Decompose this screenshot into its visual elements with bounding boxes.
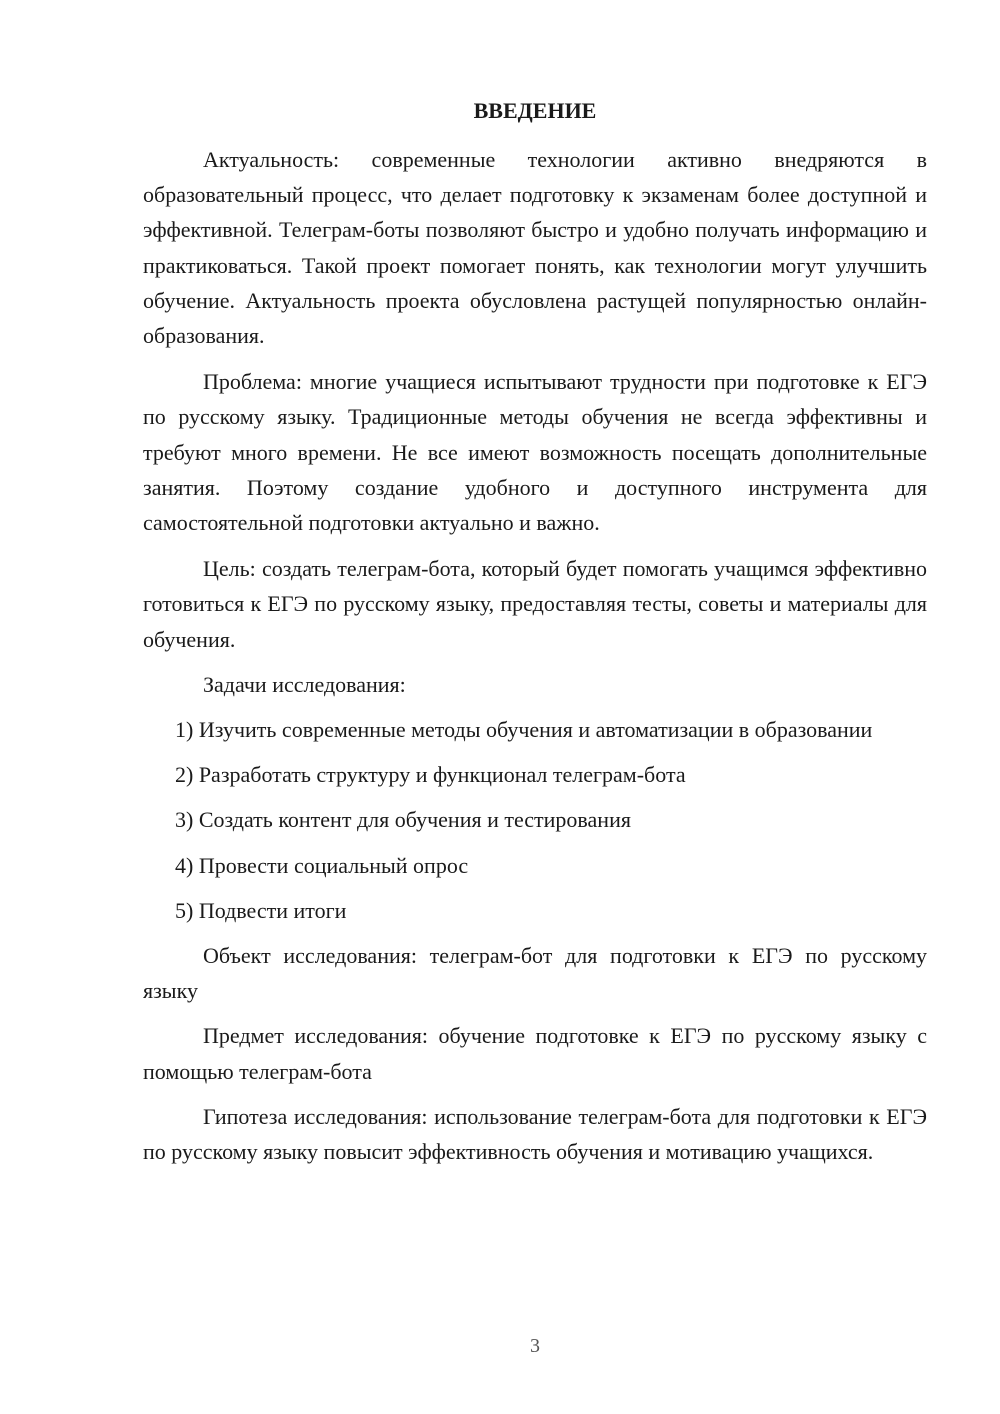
task-item: 5) Подвести итоги [175, 897, 347, 923]
document-page [143, 0, 927, 1414]
tasks-heading: Задачи исследования: [203, 671, 406, 697]
problem-paragraph: Проблема: многие учащиеся испытывают трудности при подготовке к ЕГЭ по русскому языку. Традиционные методы обучения не всегда эффективны и требуют много времени. Не все имеют возможность посещать дополнительные занятия. Поэтому создание удобного и доступного инструмента для самостоятельной подготовки актуально и важно. [143, 369, 927, 536]
relevance-paragraph: Актуальность: современные технологии активно внедряются в образовательный процесс, что делает подготовку к экзаменам более доступной и эффективной. Телеграм-боты позволяют быстро и удобно получать информацию и практиковаться. Такой проект помогает понять, как технологии могут улучшить обучение. Актуальность проекта обусловлена растущей популярностью онлайн-образования. [143, 147, 927, 349]
goal-paragraph: Цель: создать телеграм-бота, который будет помогать учащимся эффективно готовиться к ЕГЭ по русскому языку, предоставляя тесты, советы и материалы для обучения. [143, 556, 927, 652]
task-item: 2) Разработать структуру и функционал телеграм-бота [175, 762, 686, 788]
tasks-list [143, 712, 927, 928]
page-number: 3 [530, 1335, 540, 1357]
section-title: ВВЕДЕНИЕ [473, 98, 597, 123]
object-paragraph: Объект исследования: телеграм-бот для подготовки к ЕГЭ по русскому языку [143, 943, 927, 1004]
subject-paragraph: Предмет исследования: обучение подготовке к ЕГЭ по русскому языку с помощью телеграм-бота [143, 1023, 927, 1084]
document-body [143, 142, 927, 1169]
hypothesis-paragraph: Гипотеза исследования: использование телеграм-бота для подготовки к ЕГЭ по русскому языку повысит эффективность обучения и мотивацию учащихся. [143, 1103, 927, 1165]
task-item: 4) Провести социальный опрос [175, 852, 469, 878]
task-item: 1) Изучить современные методы обучения и автоматизации в образовании [175, 717, 873, 743]
task-item: 3) Создать контент для обучения и тестирования [175, 807, 631, 833]
